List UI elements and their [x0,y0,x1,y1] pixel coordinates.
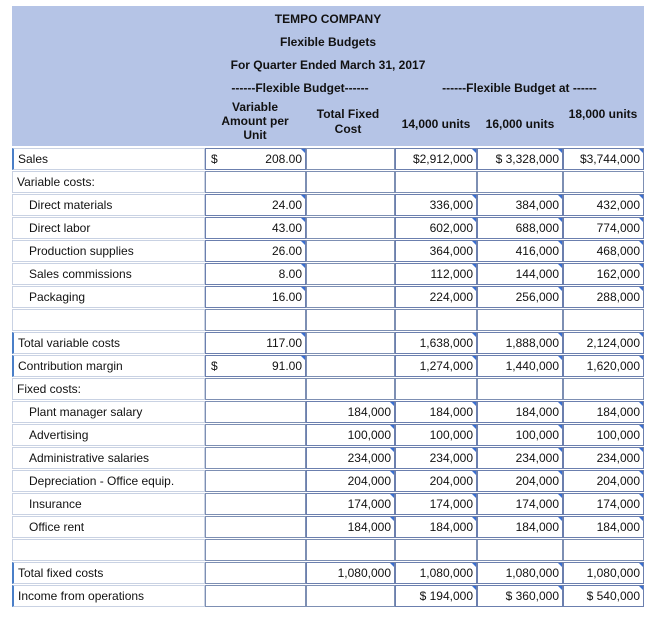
cell-value: 184,000 [515,520,559,534]
cell-c2[interactable] [477,470,563,492]
cell-var[interactable] [205,263,306,285]
cell-value: 1,080,000 [505,566,559,580]
cell-fixed[interactable] [306,516,395,538]
cell-value: 384,000 [515,198,559,212]
cell-fixed [306,332,395,354]
table-row [12,585,644,608]
cell-value: 43.00 [271,221,302,235]
input-marker-icon [638,263,644,269]
cell-c1[interactable] [395,401,477,423]
cell-c3[interactable] [563,516,644,538]
cell-c2 [477,171,563,193]
cell-c1[interactable] [395,148,477,170]
cell-value: 1,080,000 [337,566,391,580]
cell-c3[interactable] [563,493,644,515]
row-label: Direct labor [12,217,205,239]
cell-value: 174,000 [347,497,391,511]
group-header-left: ------Flexible Budget------ [231,81,369,95]
cell-value: 100,000 [596,428,640,442]
cell-c2[interactable] [477,493,563,515]
cell-c1 [395,171,477,193]
cell-value: 204,000 [515,474,559,488]
cell-fixed [306,585,395,607]
cell-value: 174,000 [515,497,559,511]
cell-fixed[interactable] [306,424,395,446]
table-row [12,516,644,539]
cell-value: 288,000 [596,290,640,304]
row-label: Total fixed costs [12,562,205,584]
table-row [12,378,644,401]
cell-c1[interactable] [395,355,477,377]
cell-value: 16.00 [271,290,302,304]
cell-value: $3,744,000 [579,152,640,166]
cell-fixed [306,355,395,377]
cell-value: 432,000 [596,198,640,212]
cell-var [205,447,306,469]
cell-value: 602,000 [429,221,473,235]
cell-c2[interactable] [477,516,563,538]
cell-var [205,424,306,446]
row-label [12,539,205,561]
cell-var [205,171,306,193]
cell-c2[interactable] [477,263,563,285]
cell-c2 [477,309,563,331]
cell-c3[interactable] [563,332,644,354]
cell-c3[interactable] [563,562,644,584]
cell-fixed [306,148,395,170]
cell-c3 [563,171,644,193]
cell-fixed [306,194,395,216]
cell-value: 1,888,000 [505,336,559,350]
input-marker-icon [638,194,644,200]
cell-fixed [306,286,395,308]
row-label: Plant manager salary [12,401,205,423]
table-row [12,148,644,171]
cell-c3[interactable] [563,194,644,216]
cell-value: 100,000 [515,428,559,442]
cell-c1[interactable] [395,332,477,354]
row-label: Sales [12,148,205,170]
cell-c2[interactable] [477,148,563,170]
cell-c2[interactable] [477,355,563,377]
cell-var[interactable] [205,355,306,377]
cell-fixed [306,263,395,285]
table-row [12,217,644,240]
table-row [12,470,644,493]
cell-value: 204,000 [596,474,640,488]
input-marker-icon [638,516,644,522]
input-marker-icon [638,424,644,430]
row-label: Direct materials [12,194,205,216]
cell-value: 336,000 [429,198,473,212]
cell-var [205,378,306,400]
cell-value: 1,274,000 [419,359,473,373]
col-header-fixed: Total Fixed Cost [316,107,380,136]
cell-fixed [306,171,395,193]
cell-value: 117.00 [266,336,302,350]
input-marker-icon [638,148,644,154]
cell-c2[interactable] [477,332,563,354]
cell-var [205,539,306,561]
cell-value: $ 194,000 [419,589,473,603]
cell-c1[interactable] [395,585,477,607]
table-row [12,493,644,516]
group-header-right: ------Flexible Budget at ------ [442,81,597,95]
cell-c1[interactable] [395,447,477,469]
table-row [12,447,644,470]
cell-value: 162,000 [596,267,640,281]
report-period: For Quarter Ended March 31, 2017 [230,58,426,72]
cell-c1[interactable] [395,263,477,285]
cell-c3 [563,309,644,331]
cell-value: 184,000 [429,520,473,534]
input-marker-icon [638,562,644,568]
table-row [12,240,644,263]
cell-c1[interactable] [395,493,477,515]
cell-value: 184,000 [347,520,391,534]
cell-c2[interactable] [477,585,563,607]
cell-c1[interactable] [395,470,477,492]
cell-value: 1,080,000 [586,566,640,580]
cell-fixed [306,539,395,561]
cell-value: 468,000 [596,244,640,258]
col-header-variable: Variable Amount per Unit [221,100,289,142]
row-label: Administrative salaries [12,447,205,469]
cell-c2[interactable] [477,194,563,216]
cell-value: 234,000 [347,451,391,465]
cell-value: 24.00 [271,198,302,212]
table-row [12,401,644,424]
input-marker-icon [638,585,644,591]
cell-var [205,309,306,331]
row-label: Income from operations [12,585,205,607]
cell-c3[interactable] [563,217,644,239]
cell-value: 1,638,000 [419,336,473,350]
cell-fixed [306,309,395,331]
row-label: Packaging [12,286,205,308]
cell-c1[interactable] [395,286,477,308]
cell-value: 774,000 [596,221,640,235]
table-row [12,309,644,332]
input-marker-icon [638,286,644,292]
cell-fixed[interactable] [306,401,395,423]
cell-c1[interactable] [395,194,477,216]
cell-value: 174,000 [429,497,473,511]
cell-value: 234,000 [596,451,640,465]
cell-fixed [306,240,395,262]
cell-var[interactable] [205,286,306,308]
cell-c1 [395,539,477,561]
cell-c2 [477,539,563,561]
cell-fixed[interactable] [306,493,395,515]
cell-value: 184,000 [596,405,640,419]
cell-value: 144,000 [515,267,559,281]
cell-c3 [563,539,644,561]
row-label: Sales commissions [12,263,205,285]
row-label: Contribution margin [12,355,205,377]
table-row [12,355,644,378]
cell-c3[interactable] [563,240,644,262]
row-label: Advertising [12,424,205,446]
table-row [12,194,644,217]
col-header-18000: 18,000 units [568,107,638,121]
cell-c2 [477,378,563,400]
row-label: Variable costs: [12,171,205,193]
cell-c3[interactable] [563,286,644,308]
cell-value: $ 3,328,000 [495,152,559,166]
cell-c1[interactable] [395,217,477,239]
cell-c1 [395,378,477,400]
cell-c3[interactable] [563,470,644,492]
row-label: Total variable costs [12,332,205,354]
cell-value: 208.00 [265,152,302,166]
cell-var [205,585,306,607]
row-label: Office rent [12,516,205,538]
cell-c3[interactable] [563,401,644,423]
cell-value: 1,080,000 [419,566,473,580]
table-row [12,332,644,355]
cell-fixed[interactable] [306,447,395,469]
input-marker-icon [638,240,644,246]
input-marker-icon [638,217,644,223]
cell-fixed [306,378,395,400]
report-title: Flexible Budgets [279,35,377,49]
cell-var[interactable] [205,332,306,354]
cell-var[interactable] [205,148,306,170]
cell-value: 204,000 [347,474,391,488]
cell-c2[interactable] [477,424,563,446]
cell-c1 [395,309,477,331]
table-row [12,562,644,585]
row-label: Insurance [12,493,205,515]
cell-c2[interactable] [477,562,563,584]
cell-c3[interactable] [563,424,644,446]
row-label [12,309,205,331]
cell-value: 234,000 [429,451,473,465]
cell-var [205,562,306,584]
cell-c3[interactable] [563,263,644,285]
cell-var [205,470,306,492]
cell-value: 100,000 [347,428,391,442]
cell-c2[interactable] [477,217,563,239]
cell-value: 234,000 [515,451,559,465]
cell-value: 184,000 [596,520,640,534]
cell-var [205,493,306,515]
input-marker-icon [638,401,644,407]
cell-var[interactable] [205,217,306,239]
cell-fixed[interactable] [306,470,395,492]
input-marker-icon [638,355,644,361]
cell-value: 2,124,000 [586,336,640,350]
cell-value: 224,000 [429,290,473,304]
cell-c3[interactable] [563,447,644,469]
cell-value: 204,000 [429,474,473,488]
cell-value: 26.00 [271,244,302,258]
dollar-sign: $ [211,359,218,373]
cell-value: 416,000 [515,244,559,258]
cell-var[interactable] [205,240,306,262]
cell-value: 8.00 [278,267,302,281]
row-label: Fixed costs: [12,378,205,400]
cell-value: $ 540,000 [586,589,640,603]
input-marker-icon [638,332,644,338]
cell-c2[interactable] [477,286,563,308]
cell-c1[interactable] [395,240,477,262]
cell-c3 [563,378,644,400]
cell-value: 91.00 [271,359,302,373]
cell-c1[interactable] [395,516,477,538]
col-header-16000: 16,000 units [485,117,555,131]
cell-value: 688,000 [515,221,559,235]
row-label: Depreciation - Office equip. [12,470,205,492]
table-row [12,263,644,286]
cell-var[interactable] [205,194,306,216]
col-header-14000: 14,000 units [401,117,471,131]
cell-c2[interactable] [477,447,563,469]
cell-value: 174,000 [596,497,640,511]
cell-c3[interactable] [563,355,644,377]
cell-value: 184,000 [429,405,473,419]
dollar-sign: $ [211,152,218,166]
cell-c3[interactable] [563,148,644,170]
cell-value: 184,000 [515,405,559,419]
cell-c2[interactable] [477,401,563,423]
table-row [12,286,644,309]
table-row [12,424,644,447]
cell-c1[interactable] [395,424,477,446]
input-marker-icon [638,493,644,499]
cell-value: 1,440,000 [505,359,559,373]
table-row [12,171,644,194]
cell-value: 364,000 [429,244,473,258]
cell-value: 184,000 [347,405,391,419]
cell-value: 256,000 [515,290,559,304]
input-marker-icon [638,447,644,453]
cell-c1[interactable] [395,562,477,584]
cell-fixed[interactable] [306,562,395,584]
cell-value: $2,912,000 [412,152,473,166]
cell-value: $ 360,000 [505,589,559,603]
cell-var [205,401,306,423]
cell-value: 112,000 [430,267,473,281]
cell-c3[interactable] [563,585,644,607]
cell-value: 100,000 [429,428,473,442]
input-marker-icon [638,470,644,476]
cell-c2[interactable] [477,240,563,262]
table-row [12,539,644,562]
cell-fixed [306,217,395,239]
company-name: TEMPO COMPANY [274,12,382,26]
cell-value: 1,620,000 [586,359,640,373]
cell-var [205,516,306,538]
row-label: Production supplies [12,240,205,262]
